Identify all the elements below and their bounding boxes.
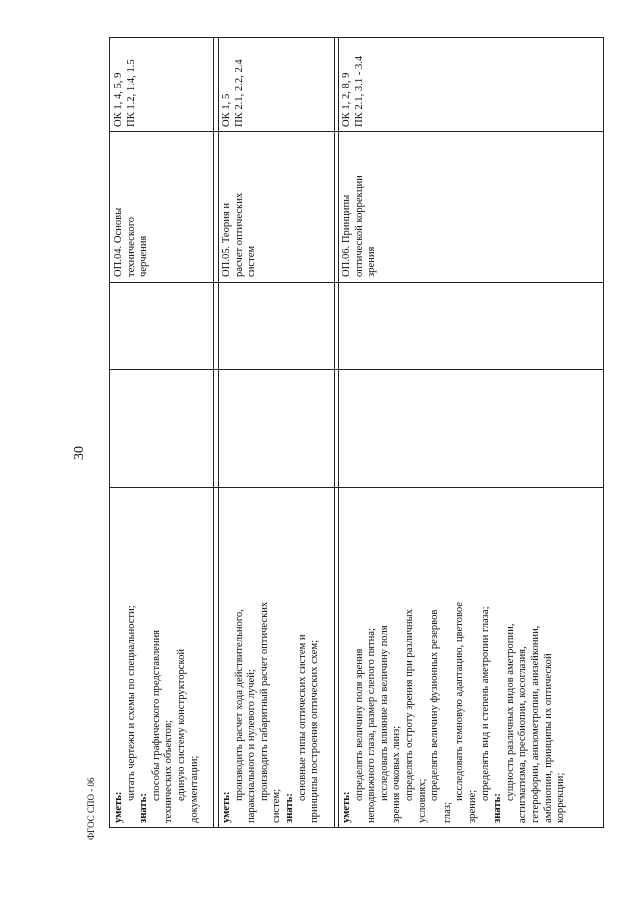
row3-competences: ОК 1, 2, 8, 9 ПК 2.1, 3.1 - 3.4	[341, 55, 365, 127]
row-divider-1b	[218, 37, 219, 828]
row2-skills: уметь: производить расчет хода действительного, параксиального и нулевого лучей; производить габаритный расчет оптических систем; знать: основные типы оптических систем и принципы построения оптических схем;	[221, 601, 321, 823]
row-divider-2b	[338, 37, 339, 828]
col-divider-3	[109, 369, 604, 370]
col-divider-1	[109, 131, 604, 132]
row1-competences: ОК 1, 4, 5, 9 ПК 1.2, 1.4, 1.5	[113, 59, 137, 127]
row3-discipline: ОП.06. Принципы оптической коррекции зрения	[341, 175, 378, 277]
table-border-bottom	[109, 827, 604, 828]
row1-skills: уметь: читать чертежи и схемы по специальности; знать: способы графического представления технических объектов; единую систему конструкторской документации;	[113, 605, 200, 823]
table-border-top	[109, 37, 604, 38]
row1-discipline: ОП.04. Основы технического черчения	[113, 207, 150, 277]
col-divider-2	[109, 282, 604, 283]
row2-competences: ОК 1, 5 ПК 2.1, 2.2, 2.4	[221, 59, 245, 127]
col-divider-4	[109, 487, 604, 488]
row2-discipline: ОП.05. Теория и расчет оптических систем	[221, 192, 258, 277]
footer-code: ФГОС СПО - 06	[86, 777, 96, 840]
row3-skills: уметь: определять величину поля зрения неподвижного глаза, размер слепого пятна; исследовать влияние на величину поля зрения очковых линз; определять остроту зрения при различных условиях; определять величину фузионных резервов глаз; исследовать темновую адаптацию, цветовое зрение; определять вид и степень аметропии глаза; знать: сущность различных видов аметропии, астигматизма, пресбиопии, косоглазия, гетерофории, анизометропии, анизейконии, амблиопии, принципы их оптической коррекции;	[341, 602, 567, 823]
table-border-left	[109, 37, 110, 828]
competence-table	[109, 37, 604, 828]
table-border-right	[603, 37, 604, 828]
page-number: 30	[72, 446, 87, 460]
row-divider-2	[334, 37, 335, 828]
row-divider-1	[213, 37, 214, 828]
